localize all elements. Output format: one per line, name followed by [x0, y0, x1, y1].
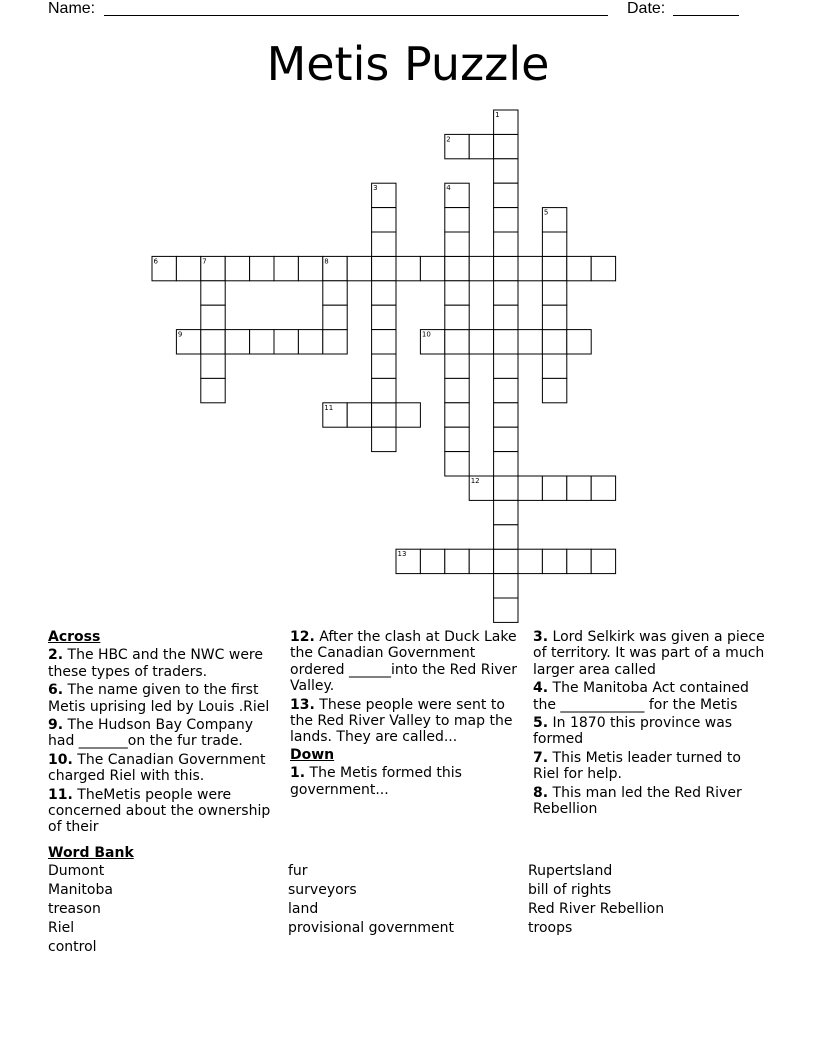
grid-cell[interactable]: [494, 134, 518, 158]
grid-cell[interactable]: [176, 256, 200, 280]
cell-number-across: 6: [153, 257, 158, 266]
clues-column-1: [48, 629, 280, 837]
grid-cell[interactable]: [494, 330, 518, 354]
grid-cell[interactable]: [494, 183, 518, 207]
grid-cell[interactable]: [323, 330, 347, 354]
clue-number: 12.: [290, 629, 315, 645]
word-bank-column-1: [48, 862, 113, 957]
grid-cell[interactable]: [298, 330, 322, 354]
grid-cell[interactable]: [518, 256, 542, 280]
clue-down-8: [533, 785, 765, 818]
grid-cell[interactable]: [494, 525, 518, 549]
clue-number: 11.: [48, 786, 73, 803]
cell-number-across: 2: [446, 135, 451, 144]
grid-cell[interactable]: [445, 452, 469, 476]
grid-cell[interactable]: [445, 208, 469, 232]
grid-cell[interactable]: [445, 232, 469, 256]
grid-cell[interactable]: [494, 256, 518, 280]
grid-cell[interactable]: [372, 208, 396, 232]
clue-down-5: [533, 715, 765, 748]
clue-text: This man led the Red River Rebellion: [533, 784, 742, 818]
clue-number: 5.: [533, 715, 549, 732]
clues-column-3: [533, 629, 765, 818]
grid-cell[interactable]: [445, 549, 469, 573]
word-bank-column-3: [528, 862, 664, 938]
word-bank-item: Riel: [48, 920, 75, 936]
grid-cell[interactable]: [494, 208, 518, 232]
grid-cell[interactable]: [420, 256, 444, 280]
clue-number: 2.: [48, 647, 64, 664]
cell-number-across: 9: [177, 330, 183, 339]
clue-text: These people were sent to the Red River Valley to map the lands. They are called...: [290, 696, 513, 746]
grid-cell[interactable]: [372, 354, 396, 378]
grid-cell[interactable]: [201, 330, 225, 354]
cell-number-across: 11: [324, 403, 334, 412]
word-bank-item: Red River Rebellion: [528, 901, 665, 917]
grid-cell[interactable]: [591, 549, 615, 573]
grid-cell[interactable]: [518, 476, 542, 500]
grid-cell[interactable]: [445, 256, 469, 280]
grid-cell[interactable]: [201, 354, 225, 378]
grid-cell[interactable]: [591, 476, 615, 500]
page-title: Metis Puzzle: [266, 37, 550, 91]
cell-number-down: 7: [202, 257, 207, 266]
word-bank-item: troops: [528, 920, 573, 936]
grid-cell[interactable]: [567, 476, 591, 500]
grid-cell[interactable]: [469, 134, 493, 158]
grid-cell[interactable]: [518, 330, 542, 354]
grid-cell[interactable]: [542, 476, 566, 500]
cell-number-across: 13: [397, 550, 407, 559]
grid-cell[interactable]: [445, 354, 469, 378]
clue-text: TheMetis people were concerned about the ownership of their: [48, 786, 271, 836]
grid-cell[interactable]: [298, 256, 322, 280]
clues-column-2: [290, 629, 522, 799]
clue-across-11: [48, 787, 280, 836]
grid-cell[interactable]: [567, 549, 591, 573]
word-bank-item: Dumont: [48, 863, 105, 879]
grid-cell[interactable]: [372, 281, 396, 305]
clue-text: This Metis leader turned to Riel for help.: [533, 749, 741, 783]
word-bank-item: surveyors: [288, 882, 357, 898]
grid-cell[interactable]: [494, 500, 518, 524]
clue-across-13: [290, 697, 522, 746]
clue-text: The Canadian Government charged Riel with this.: [48, 751, 266, 785]
grid-cell[interactable]: [494, 427, 518, 451]
grid-cell[interactable]: [542, 549, 566, 573]
grid-cell[interactable]: [494, 232, 518, 256]
clue-number: 9.: [48, 717, 64, 734]
clue-across-12: [290, 629, 522, 695]
grid-cell[interactable]: [542, 256, 566, 280]
grid-cell[interactable]: [542, 232, 566, 256]
grid-cell[interactable]: [372, 403, 396, 427]
grid-cell[interactable]: [372, 232, 396, 256]
grid-cell[interactable]: [445, 378, 469, 402]
across-heading: Across: [48, 629, 101, 645]
clue-number: 13.: [290, 696, 315, 713]
grid-cell[interactable]: [347, 256, 371, 280]
grid-cell[interactable]: [323, 281, 347, 305]
grid-cell[interactable]: [201, 378, 225, 402]
grid-cell[interactable]: [420, 549, 444, 573]
grid-cell[interactable]: [567, 256, 591, 280]
grid-cell[interactable]: [494, 549, 518, 573]
grid-cell[interactable]: [396, 403, 420, 427]
clue-number: 8.: [533, 784, 549, 801]
cell-number-down: 8: [324, 257, 329, 266]
grid-cell[interactable]: [372, 330, 396, 354]
word-bank-column-2: [288, 862, 454, 938]
grid-cell[interactable]: [591, 256, 615, 280]
grid-cell[interactable]: [225, 256, 249, 280]
clue-number: 7.: [533, 749, 549, 766]
grid-cell[interactable]: [225, 330, 249, 354]
grid-cell[interactable]: [201, 305, 225, 329]
clue-across-10: [48, 752, 280, 785]
grid-cell[interactable]: [494, 403, 518, 427]
grid-cell[interactable]: [250, 256, 274, 280]
clue-down-7: [533, 750, 765, 783]
clue-text: After the clash at Duck Lake the Canadian Government ordered ______into the Red River Valley.: [290, 629, 517, 695]
clue-text: The Hudson Bay Company had _______on the fur trade.: [48, 717, 253, 750]
cell-number-down: 1: [495, 111, 500, 119]
clue-text: The HBC and the NWC were these types of traders.: [48, 647, 263, 680]
grid-cell[interactable]: [445, 330, 469, 354]
grid-cell[interactable]: [494, 281, 518, 305]
clue-text: Lord Selkirk was given a piece of territory. It was part of a much larger area called: [533, 629, 765, 678]
clue-text: The name given to the first Metis uprising led by Louis .Riel: [48, 682, 270, 715]
clue-number: 10.: [48, 751, 73, 768]
grid-cell[interactable]: [494, 305, 518, 329]
word-bank-item: fur: [288, 863, 308, 879]
clue-text: The Manitoba Act contained the ____________ for the Metis: [533, 680, 749, 713]
grid-cell[interactable]: [542, 354, 566, 378]
date-label: Date:: [627, 0, 666, 17]
word-bank-heading: Word Bank: [48, 845, 134, 861]
grid-cell[interactable]: [469, 549, 493, 573]
grid-cell[interactable]: [567, 330, 591, 354]
clue-across-9: [48, 717, 280, 750]
grid-cell[interactable]: [469, 256, 493, 280]
grid-cell[interactable]: [494, 378, 518, 402]
clue-number: 4.: [533, 680, 549, 697]
clue-across-2: [48, 647, 280, 680]
word-bank-item: Manitoba: [48, 882, 113, 898]
clue-down-3: [533, 629, 765, 678]
grid-cell[interactable]: [372, 427, 396, 451]
clue-text: The Metis formed this government...: [290, 765, 462, 798]
grid-cell[interactable]: [201, 281, 225, 305]
grid-cell[interactable]: [518, 549, 542, 573]
clue-number: 6.: [48, 682, 64, 699]
clue-across-6: [48, 682, 280, 715]
clue-number: 3.: [533, 629, 549, 645]
grid-cell[interactable]: [494, 354, 518, 378]
cell-number-down: 4: [446, 184, 451, 193]
clue-down-1: [290, 765, 522, 798]
cell-number-across: 12: [470, 477, 480, 485]
name-label: Name:: [48, 0, 96, 17]
grid-cell[interactable]: [274, 256, 298, 280]
grid-cell[interactable]: [494, 452, 518, 476]
word-bank-item: provisional government: [288, 920, 454, 936]
word-bank-item: bill of rights: [528, 882, 612, 898]
cell-number-across: 10: [421, 330, 431, 339]
grid-cell[interactable]: [494, 574, 518, 598]
down-heading: Down: [290, 746, 335, 763]
grid-cell[interactable]: [494, 598, 518, 622]
grid-cell[interactable]: [469, 330, 493, 354]
grid-cell[interactable]: [542, 378, 566, 402]
word-bank-item: Rupertsland: [528, 863, 613, 879]
grid-cell[interactable]: [372, 256, 396, 280]
cell-number-down: 3: [373, 184, 378, 193]
grid-cell[interactable]: [542, 281, 566, 305]
cell-number-down: 5: [543, 208, 549, 217]
grid-cell[interactable]: [445, 427, 469, 451]
grid-cell[interactable]: [274, 330, 298, 354]
grid-cell[interactable]: [372, 378, 396, 402]
word-bank-item: treason: [48, 901, 101, 917]
grid-cell[interactable]: [542, 330, 566, 354]
grid-cell[interactable]: [445, 305, 469, 329]
grid-cell[interactable]: [445, 403, 469, 427]
word-bank-item: control: [48, 939, 97, 955]
clue-down-4: [533, 680, 765, 713]
grid-cell[interactable]: [396, 256, 420, 280]
grid-cell[interactable]: [494, 159, 518, 183]
grid-cell[interactable]: [323, 305, 347, 329]
grid-cell[interactable]: [372, 305, 396, 329]
grid-cell[interactable]: [542, 305, 566, 329]
grid-cell[interactable]: [494, 476, 518, 500]
grid-cell[interactable]: [445, 281, 469, 305]
clue-text: In 1870 this province was formed: [533, 715, 733, 748]
clue-number: 1.: [290, 765, 306, 782]
word-bank-item: land: [288, 901, 319, 917]
grid-cell[interactable]: [250, 330, 274, 354]
grid-cell[interactable]: [347, 403, 371, 427]
